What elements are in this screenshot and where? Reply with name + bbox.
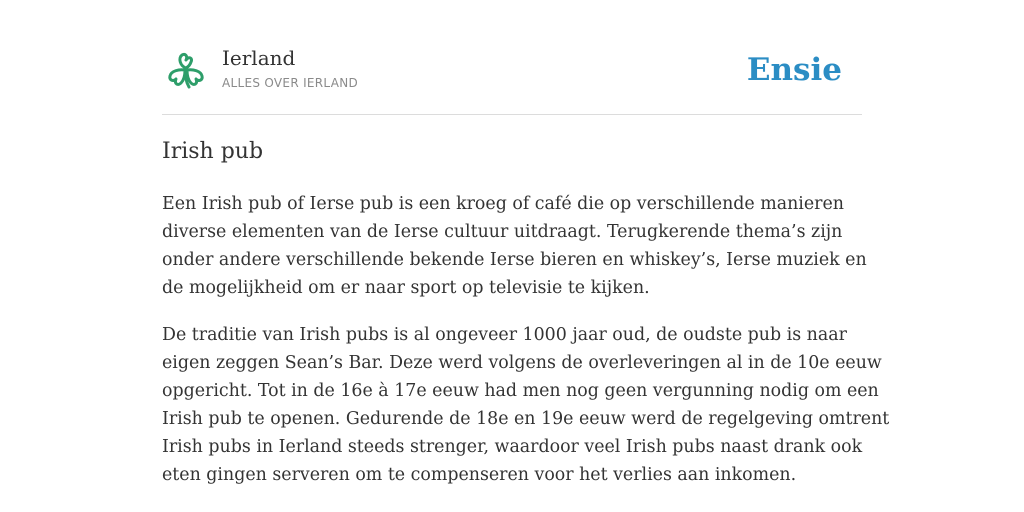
- article-paragraph: [162, 321, 890, 489]
- paragraph-line: diverse elementen van de Ierse cultuur uitdraagt. Terugkerende thema’s zijn: [162, 222, 843, 242]
- article-paragraph: [162, 190, 867, 302]
- article-title: Irish pub: [162, 139, 264, 164]
- paragraph-line: Een Irish pub of Ierse pub is een kroeg of café die op verschillende manieren: [162, 194, 844, 214]
- article-body: [162, 190, 890, 508]
- paragraph-line: Irish pub te openen. Gedurende de 18e en 19e eeuw werd de regelgeving omtrent: [162, 409, 890, 429]
- paragraph-line: opgericht. Tot in de 16e à 17e eeuw had men nog geen vergunning nodig om een: [162, 381, 879, 401]
- site-tagline: ALLES OVER IERLAND: [222, 76, 359, 90]
- paragraph-line: de mogelijkheid om er naar sport op televisie te kijken.: [162, 278, 650, 298]
- site-header: [162, 40, 862, 115]
- shamrock-icon[interactable]: [166, 50, 206, 90]
- paragraph-line: eigen zeggen Sean’s Bar. Deze werd volgens de overleveringen al in de 10e eeuw: [162, 353, 882, 373]
- paragraph-line: onder andere verschillende bekende Ierse bieren en whiskey’s, Ierse muziek en: [162, 250, 867, 270]
- brand-logo[interactable]: Ensie: [746, 52, 842, 88]
- paragraph-line: eten gingen serveren om te compenseren voor het verlies aan inkomen.: [162, 465, 797, 485]
- paragraph-line: De traditie van Irish pubs is al ongeveer 1000 jaar oud, de oudste pub is naar: [162, 325, 847, 345]
- site-name[interactable]: Ierland: [222, 46, 296, 70]
- paragraph-line: Irish pubs in Ierland steeds strenger, waardoor veel Irish pubs naast drank ook: [162, 437, 863, 457]
